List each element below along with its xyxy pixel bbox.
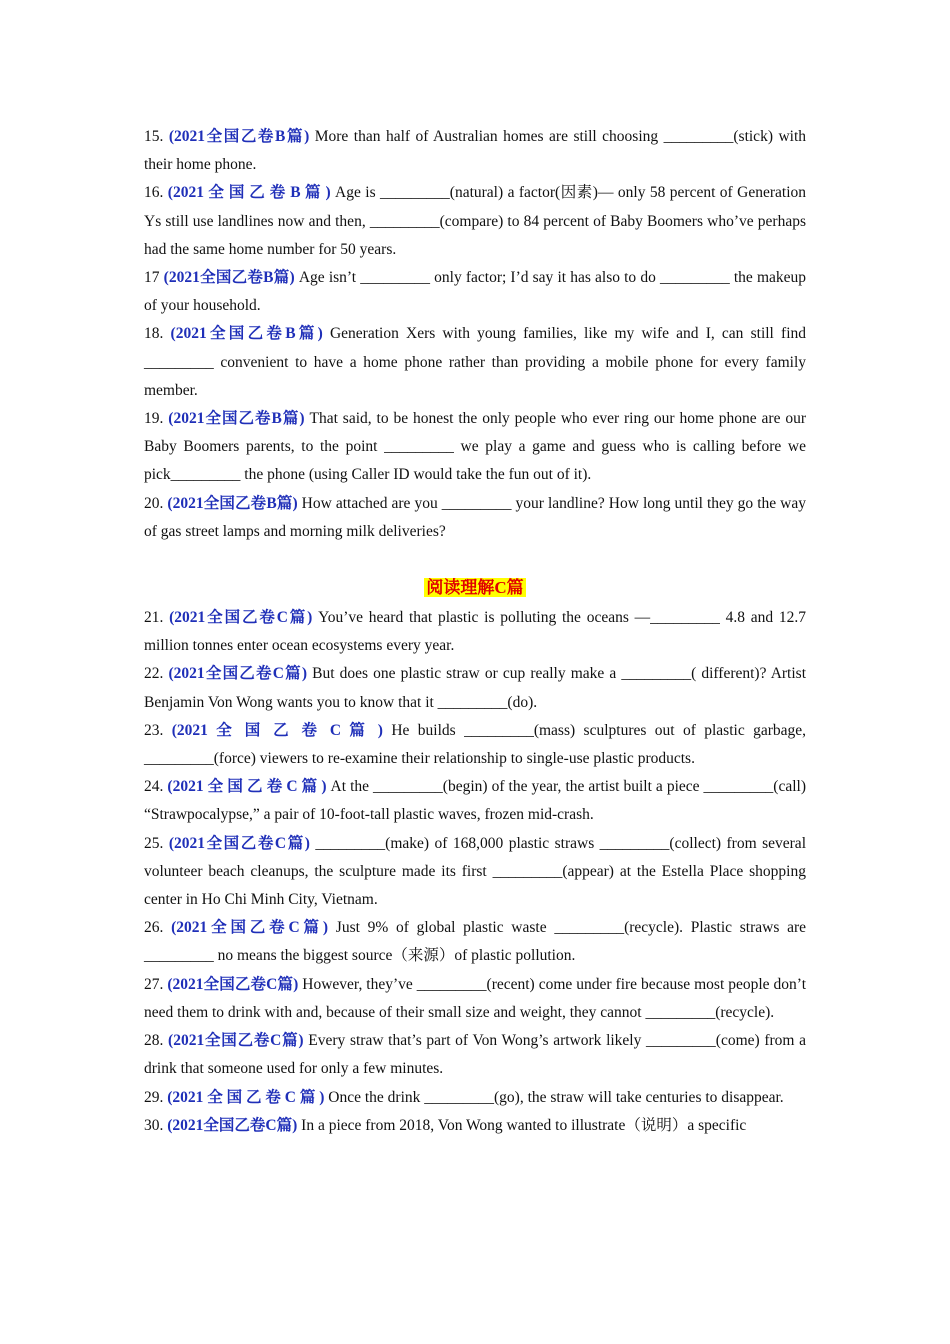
source-tag: (2021全国乙卷C篇) <box>168 665 308 683</box>
question-number: 21. <box>144 609 164 627</box>
question-text: More than half of Australian homes are still choosing _________(stick) with their home phone. <box>144 128 807 174</box>
question-text: That said, to be honest the only people who ever ring our home phone are our Baby Boomers parents, to the point _________ we play a game and guess who is calling before we pick_________ the phone (using Caller ID would take the fun out of it). <box>144 410 807 484</box>
question-text: Once the drink _________(go), the straw will take centuries to disappear. <box>328 1088 784 1106</box>
source-tag: (2021 全 国 乙 卷 C 篇 ) <box>171 721 383 739</box>
question-text: Age isn’t _________ only factor; I’d say it has also to do _________ the makeup of your household. <box>144 269 807 315</box>
section-spacer <box>144 546 806 574</box>
question-27 <box>144 971 806 1027</box>
question-number: 16. <box>144 184 164 202</box>
question-19 <box>144 405 806 490</box>
question-number: 18. <box>144 325 164 343</box>
source-tag: (2021 全 国 乙 卷 C 篇 ) <box>167 778 327 796</box>
source-tag: (2021全国乙卷B篇) <box>168 410 305 428</box>
source-tag: (2021全国乙卷B篇) <box>167 494 298 512</box>
question-20 <box>144 490 806 546</box>
source-tag: (2021全国乙卷B篇) <box>163 269 295 287</box>
question-text: _________(make) of 168,000 plastic straws _________(collect) from several volunteer beach cleanups, the sculpture made its first _________(appear) at the Estella Place shopping center in Ho Chi Minh City, Vietnam. <box>144 834 806 909</box>
question-number: 20. <box>144 494 164 512</box>
question-number: 19. <box>144 410 164 428</box>
section-c-heading <box>144 574 806 603</box>
section-c-list <box>144 604 806 1140</box>
question-text: At the _________(begin) of the year, the artist built a piece _________(call) “Strawpocalypse,” a pair of 10-foot-tall plastic waves, frozen mid-crash. <box>144 778 807 824</box>
question-number: 23. <box>144 721 164 739</box>
question-text: But does one plastic straw or cup really make a _________( different)? Artist Benjamin Von Wong wants you to know that it _________(do). <box>144 665 807 711</box>
question-22 <box>144 660 806 716</box>
question-number: 29. <box>144 1088 164 1106</box>
section-c-title: 阅读理解C篇 <box>426 578 524 598</box>
question-text: How attached are you _________ your landline? How long until they go the way of gas street lamps and morning milk deliveries? <box>144 494 806 540</box>
question-number: 25. <box>144 834 164 852</box>
section-b-list <box>144 123 806 546</box>
question-number: 26. <box>144 919 164 937</box>
question-number: 24. <box>144 778 164 796</box>
question-text: Every straw that’s part of Von Wong’s artwork likely _________(come) from a drink that someone used for only a few minutes. <box>144 1032 807 1078</box>
question-17 <box>144 264 806 320</box>
question-text: You’ve heard that plastic is polluting the oceans —_________ 4.8 and 12.7 million tonnes enter ocean ecosystems every year. <box>144 609 807 655</box>
source-tag: (2021全国乙卷B篇) <box>170 325 323 343</box>
question-number: 27. <box>144 975 164 993</box>
question-number: 30. <box>144 1116 164 1134</box>
question-23 <box>144 717 806 773</box>
question-text: Generation Xers with young families, like my wife and I, can still find _________ convenient to have a home phone rather than providing a mobile phone for every family member. <box>144 325 806 399</box>
question-25 <box>144 830 806 915</box>
question-text: He builds _________(mass) sculptures out of plastic garbage, _________(force) viewers to re-examine their relationship to single-use plastic products. <box>144 721 807 768</box>
question-number: 17 <box>144 269 160 287</box>
question-28 <box>144 1027 806 1083</box>
question-text: In a piece from 2018, Von Wong wanted to illustrate（说明）a specific <box>301 1116 747 1134</box>
source-tag: (2021全国乙卷C篇) <box>167 975 299 993</box>
source-tag: (2021全国乙卷C篇) <box>171 919 329 937</box>
question-16 <box>144 179 806 264</box>
source-tag: (2021全国乙卷C篇) <box>168 1032 304 1050</box>
question-text: Age is _________(natural) a factor(因素)— only 58 percent of Generation Ys still use landlines now and then, _________(compare) to 84 percent of Baby Boomers who’ve perhaps had the same home number for 50 years. <box>144 184 806 258</box>
source-tag: (2021 全 国 乙 卷 C 篇 ) <box>167 1088 325 1106</box>
question-18 <box>144 320 806 405</box>
question-text: However, they’ve _________(recent) come under fire because most people don’t need them to drink with and, because of their small size and weight, they cannot _________(recycle). <box>144 975 806 1021</box>
question-21 <box>144 604 806 660</box>
source-tag: (2021全国乙卷C篇) <box>169 609 313 627</box>
source-tag: (2021全国乙卷C篇) <box>167 1116 298 1134</box>
question-text: Just 9% of global plastic waste _________(recycle). Plastic straws are _________ no means the biggest source（来源）of plastic pollution. <box>144 919 807 965</box>
question-number: 22. <box>144 665 164 683</box>
question-24 <box>144 773 806 829</box>
source-tag: (2021 全 国 乙 卷 B 篇 ) <box>167 184 331 202</box>
question-26 <box>144 914 806 970</box>
source-tag: (2021全国乙卷B篇) <box>168 128 310 145</box>
question-15 <box>144 123 806 179</box>
question-number: 15. <box>144 128 164 145</box>
document-page <box>144 123 806 1140</box>
question-number: 28. <box>144 1032 164 1050</box>
question-29 <box>144 1084 806 1112</box>
question-30 <box>144 1112 806 1140</box>
source-tag: (2021全国乙卷C篇) <box>168 834 310 852</box>
